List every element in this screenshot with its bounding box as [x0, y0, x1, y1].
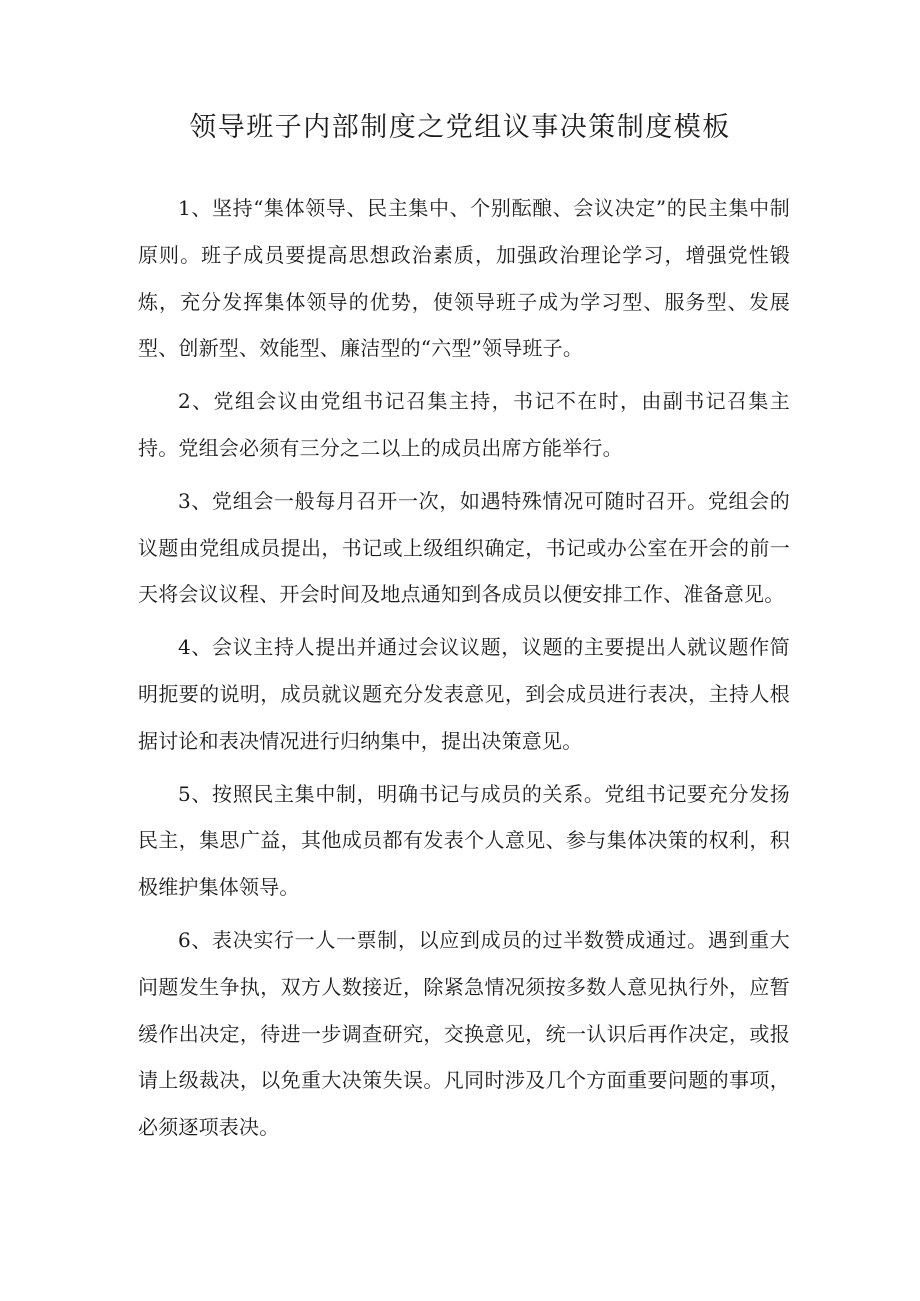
paragraph-2: 2、党组会议由党组书记召集主持，书记不在时，由副书记召集主持。党组会必须有三分之二以上的成员出席方能举行。 — [138, 389, 790, 460]
paragraph-1: 1、坚持“集体领导、民主集中、个别酝酿、会议决定”的民主集中制原则。班子成员要提高思想政治素质，加强政治理论学习，增强党性锻炼，充分发挥集体领导的优势，使领导班子成为学习型、服务型、发展型、创新型、效能型、廉洁型的“六型”领导班子。 — [138, 196, 790, 361]
paragraph-4: 4、会议主持人提出并通过会议议题，议题的主要提出人就议题作简明扼要的说明，成员就议题充分发表意见，到会成员进行表决，主持人根据讨论和表决情况进行归纳集中，提出决策意见。 — [138, 635, 790, 753]
document-title: 领导班子内部制度之党组议事决策制度模板 — [189, 112, 731, 143]
paragraph-3: 3、党组会一般每月召开一次，如遇特殊情况可随时召开。党组会的议题由党组成员提出，书记或上级组织确定，书记或办公室在开会的前一天将会议议程、开会时间及地点通知到各成员以便安排工作、准备意见。 — [138, 488, 790, 607]
document-body — [138, 185, 790, 1157]
paragraph-5: 5、按照民主集中制，明确书记与成员的关系。党组书记要充分发扬民主，集思广益，其他成员都有发表个人意见、参与集体决策的权利，积极维护集体领导。 — [138, 781, 790, 900]
paragraph-6: 6、表决实行一人一票制，以应到成员的过半数赞成通过。遇到重大问题发生争执，双方人数接近，除紧急情况须按多数人意见执行外，应暂缓作出决定，待进一步调查研究，交换意见，统一认识后再作决定，或报请上级裁决，以免重大决策失误。凡同时涉及几个方面重要问题的事项，必须逐项表决。 — [138, 927, 790, 1140]
